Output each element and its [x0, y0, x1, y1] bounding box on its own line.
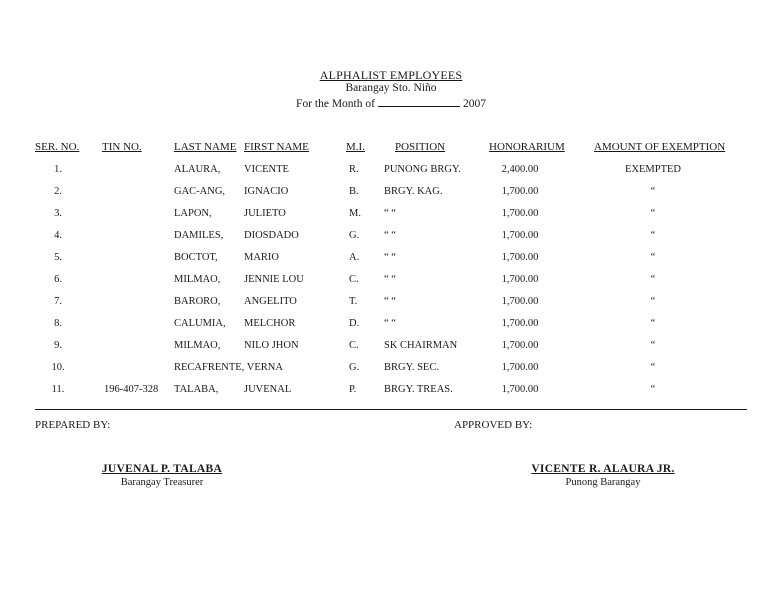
- first-name-cell: JUVENAL: [244, 384, 292, 395]
- mi-cell: M.: [349, 208, 361, 219]
- header-position: POSITION: [395, 141, 446, 153]
- mi-cell: C.: [349, 340, 359, 351]
- last-name-cell: ALAURA,: [174, 164, 221, 175]
- ser-no-cell: 5.: [54, 252, 62, 263]
- position-cell: PUNONG BRGY.: [384, 164, 461, 175]
- last-name-cell: CALUMIA,: [174, 318, 226, 329]
- first-name-cell: MARIO: [244, 252, 280, 263]
- honorarium-cell: 1,700.00: [501, 208, 539, 219]
- exemption-cell: “: [650, 186, 656, 197]
- prepared-by-label: PREPARED BY:: [35, 419, 111, 431]
- ser-no-cell: 9.: [54, 340, 62, 351]
- period-year: 2007: [462, 98, 486, 110]
- header-ser-no: SER. NO.: [35, 141, 80, 153]
- first-name-cell: MELCHOR: [244, 318, 296, 329]
- honorarium-cell: 2,400.00: [501, 164, 539, 175]
- header-mi: M.I.: [346, 141, 365, 153]
- ser-no-cell: 1.: [54, 164, 62, 175]
- exemption-cell: “: [650, 208, 656, 219]
- honorarium-cell: 1,700.00: [501, 362, 539, 373]
- ser-no-cell: 8.: [54, 318, 62, 329]
- last-name-cell: BOCTOT,: [174, 252, 218, 263]
- mi-cell: R.: [349, 164, 359, 175]
- position-cell: SK CHAIRMAN: [384, 340, 458, 351]
- position-cell: “ “: [384, 318, 396, 329]
- month-blank-line: [378, 96, 460, 107]
- position-cell: “ “: [384, 252, 396, 263]
- exemption-cell: “: [650, 340, 656, 351]
- last-name-cell: TALABA,: [174, 384, 219, 395]
- last-name-cell: LAPON,: [174, 208, 212, 219]
- ser-no-cell: 7.: [54, 296, 62, 307]
- prepared-by-name: JUVENAL P. TALABA: [101, 463, 223, 475]
- period-label: For the Month of: [296, 98, 375, 110]
- honorarium-cell: 1,700.00: [501, 296, 539, 307]
- header-tin-no: TIN NO.: [102, 141, 142, 153]
- mi-cell: T.: [349, 296, 358, 307]
- exemption-cell: “: [650, 252, 656, 263]
- mi-cell: D.: [349, 318, 360, 329]
- honorarium-cell: 1,700.00: [501, 252, 539, 263]
- mi-cell: G.: [349, 362, 360, 373]
- mi-cell: A.: [349, 252, 360, 263]
- position-cell: “ “: [384, 208, 396, 219]
- exemption-cell: “: [650, 318, 656, 329]
- first-name-cell: ANGELITO: [244, 296, 297, 307]
- first-name-cell: JULIETO: [244, 208, 286, 219]
- first-name-cell: JENNIE LOU: [244, 274, 304, 285]
- exemption-cell: “: [650, 384, 656, 395]
- last-name-cell: BARORO,: [174, 296, 221, 307]
- header-honorarium: HONORARIUM: [489, 141, 565, 153]
- last-name-cell: GAC-ANG,: [174, 186, 226, 197]
- first-name-cell: NILO JHON: [244, 340, 299, 351]
- position-cell: “ “: [384, 230, 396, 241]
- header-exemption: AMOUNT OF EXEMPTION: [594, 141, 726, 153]
- approved-by-title: Punong Barangay: [565, 477, 641, 488]
- mi-cell: G.: [349, 230, 360, 241]
- last-name-cell: MILMAO,: [174, 274, 221, 285]
- honorarium-cell: 1,700.00: [501, 340, 539, 351]
- mi-cell: C.: [349, 274, 359, 285]
- first-name-cell: VICENTE: [244, 164, 289, 175]
- last-name-cell: MILMAO,: [174, 340, 221, 351]
- prepared-by-title: Barangay Treasurer: [120, 477, 204, 488]
- honorarium-cell: 1,700.00: [501, 318, 539, 329]
- position-cell: “ “: [384, 274, 396, 285]
- mi-cell: B.: [349, 186, 359, 197]
- position-cell: “ “: [384, 296, 396, 307]
- ser-no-cell: 6.: [54, 274, 62, 285]
- signature-divider: [35, 409, 747, 410]
- ser-no-cell: 11.: [51, 384, 65, 395]
- last-name-cell: DAMILES,: [174, 230, 224, 241]
- position-cell: BRGY. SEC.: [384, 362, 439, 373]
- approved-by-name: VICENTE R. ALAURA JR.: [531, 463, 675, 475]
- exemption-cell: “: [650, 274, 656, 285]
- exemption-cell: “: [650, 362, 656, 373]
- ser-no-cell: 2.: [54, 186, 62, 197]
- document-title: ALPHALIST EMPLOYEES: [319, 68, 463, 82]
- exemption-cell: “: [650, 230, 656, 241]
- header-first-name: FIRST NAME: [244, 141, 309, 153]
- mi-cell: P.: [349, 384, 357, 395]
- position-cell: BRGY. TREAS.: [384, 384, 453, 395]
- ser-no-cell: 4.: [54, 230, 62, 241]
- ser-no-cell: 3.: [54, 208, 62, 219]
- barangay-name: Barangay Sto. Niño: [345, 82, 437, 94]
- first-name-cell: IGNACIO: [244, 186, 289, 197]
- honorarium-cell: 1,700.00: [501, 384, 539, 395]
- tin-no-cell: 196-407-328: [104, 384, 159, 395]
- position-cell: BRGY. KAG.: [384, 186, 443, 197]
- honorarium-cell: 1,700.00: [501, 274, 539, 285]
- exemption-cell: “: [650, 296, 656, 307]
- first-name-cell: DIOSDADO: [244, 230, 299, 241]
- honorarium-cell: 1,700.00: [501, 186, 539, 197]
- honorarium-cell: 1,700.00: [501, 230, 539, 241]
- last-name-cell: RECAFRENTE, VERNA: [174, 362, 283, 373]
- approved-by-label: APPROVED BY:: [454, 419, 533, 431]
- ser-no-cell: 10.: [51, 362, 65, 373]
- header-last-name: LAST NAME: [174, 141, 237, 153]
- period-line: [0, 96, 768, 110]
- exemption-cell: EXEMPTED: [625, 164, 681, 175]
